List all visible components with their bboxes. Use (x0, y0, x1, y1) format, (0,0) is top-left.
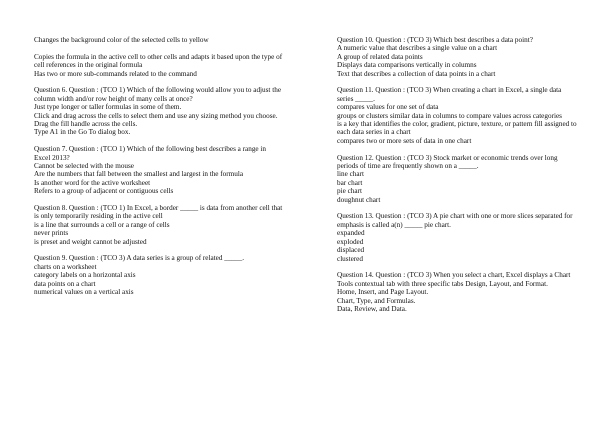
answer-option: is a line that surrounds a cell or a range of cells (34, 220, 170, 229)
answer-fragment-block (34, 53, 284, 78)
answer-option: pie chart (337, 187, 362, 196)
answer-option: charts on a worksheet (34, 262, 97, 271)
answer-option: Refers to a group of adjacent or contiguous cells (34, 187, 174, 196)
question-13 (337, 212, 577, 262)
answer-option: Text that describes a collection of data points in a chart (337, 69, 496, 78)
answer-option: data points on a chart (34, 279, 96, 288)
answer-option: displaced (337, 246, 365, 255)
answer-option: Chart, Type, and Formulas. (337, 296, 416, 305)
question-text: Question 14. Question : (TCO 3) When you select a chart, Excel displays a Chart Tools contextual tab with three specific tabs Design, Layout, and Format. (337, 271, 571, 288)
question-8 (34, 204, 284, 246)
question-11 (337, 86, 577, 145)
question-text: Question 11. Question : (TCO 3) When creating a chart in Excel, a single data series _____. (337, 86, 562, 103)
answer-option: Type A1 in the Go To dialog box. (34, 128, 131, 137)
answer-fragment-top (34, 36, 284, 44)
question-text: Question 12. Question : (TCO 3) Stock market or economic trends over long periods of time are frequently shown on a _____. (337, 153, 558, 171)
answer-option: is a key that identifies the color, gradient, picture, texture, or pattern fill assigned to each data series in a chart (337, 120, 577, 137)
question-text: Question 8. Question : (TCO 1) In Excel, a border _____ is data from another cell that is only temporarily residing in the active cell (34, 204, 283, 221)
answer-option: exploded (337, 237, 364, 246)
answer-option: bar chart (337, 178, 363, 187)
right-column (337, 36, 577, 322)
answer-option: Home, Insert, and Page Layout. (337, 288, 429, 297)
answer-option: Is another word for the active worksheet (34, 178, 151, 187)
answer-option: Copies the formula in the active cell to other cells and adapts it based upon the type of cell references in the original formula (34, 52, 284, 70)
answer-option: expanded (337, 229, 365, 238)
answer-option: doughnut chart (337, 195, 381, 204)
answer-option: Cannot be selected with the mouse (34, 162, 135, 171)
answer-option: Data, Review, and Data. (337, 304, 407, 313)
answer-option: Displays data comparisons vertically in columns (337, 61, 477, 70)
answer-option: Are the numbers that fall between the smallest and largest in the formula (34, 170, 244, 179)
answer-option: Just type longer or taller formulas in some of them. (34, 103, 182, 112)
answer-option: line chart (337, 170, 364, 179)
left-column (34, 36, 284, 305)
question-9 (34, 254, 284, 296)
answer-option: clustered (337, 254, 363, 263)
question-text: Question 6. Question : (TCO 1) Which of the following would allow you to adjust the column width and/or row height of many cells at once? (34, 86, 282, 103)
question-text: Question 7. Question : (TCO 1) Which of the following best describes a range in Excel 2013? (34, 145, 267, 162)
question-6 (34, 86, 284, 136)
answer-option: compares two or more sets of data in one chart (337, 136, 472, 145)
question-7 (34, 145, 284, 195)
question-text: Question 13. Question : (TCO 3) A pie chart with one or more slices separated for emphasis is called a(n) _____ pie chart. (337, 212, 573, 229)
answer-option: compares values for one set of data (337, 103, 439, 112)
answer-option: Changes the background color of the selected cells to yellow (34, 36, 209, 44)
answer-option: Has two or more sub-commands related to the command (34, 69, 197, 78)
question-text: Question 10. Question : (TCO 3) Which best describes a data point? (337, 36, 533, 44)
answer-option: Drag the fill handle across the cells. (34, 120, 138, 129)
answer-option: groups or clusters similar data in columns to compare values across categories (337, 111, 562, 120)
answer-option: A numeric value that describes a single value on a chart (337, 44, 498, 53)
answer-option: is preset and weight cannot be adjusted (34, 237, 147, 246)
question-12 (337, 154, 577, 204)
answer-option: numerical values on a vertical axis (34, 288, 134, 297)
question-text: Question 9. Question : (TCO 3) A data series is a group of related _____. (34, 254, 244, 263)
question-10 (337, 36, 577, 78)
question-14 (337, 271, 577, 313)
answer-option: Click and drag across the cells to select them and use any sizing method you choose. (34, 111, 278, 120)
answer-option: category labels on a horizontal axis (34, 271, 136, 280)
answer-option: A group of related data points (337, 52, 423, 61)
answer-option: never prints (34, 229, 69, 238)
